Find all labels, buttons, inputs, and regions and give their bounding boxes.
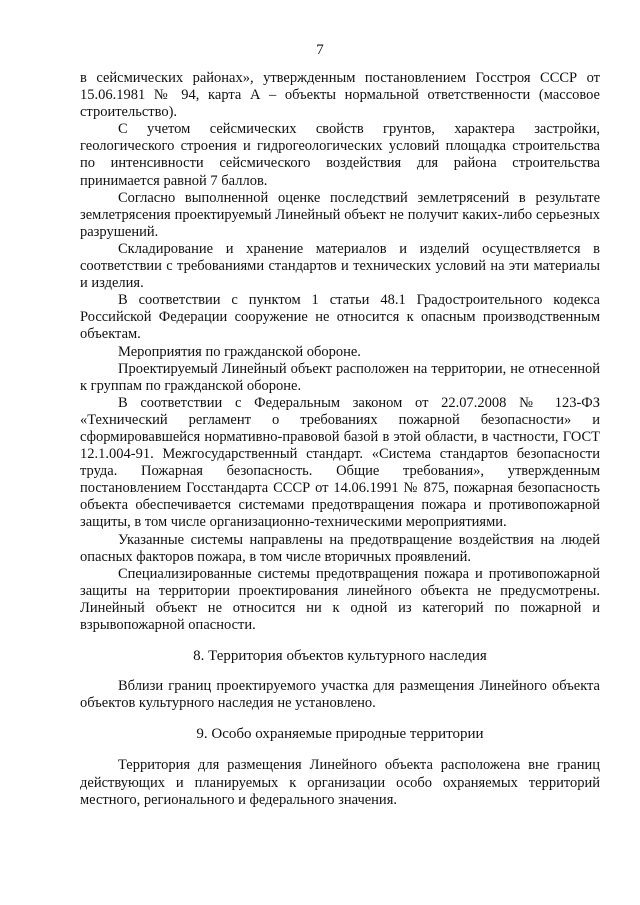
paragraph-seismic-continuation: в сейсмических районах», утвержденным постановлением Госстроя СССР от 15.06.1981 № 94, карта А – объекты нормальной ответственности (массовое строительство).	[80, 70, 600, 121]
paragraph-material-storage: Складирование и хранение материалов и изделий осуществляется в соответствии с требованиями стандартов и технических условий на эти материалы и изделия.	[80, 240, 600, 292]
section-9-text: Территория для размещения Линейного объекта расположена вне границ действующих и планируемых к организации особо охраняемых территорий местного, регионального и федерального значения.	[80, 757, 600, 808]
paragraph-fire-safety-law: В соответствии с Федеральным законом от 22.07.2008 № 123-ФЗ «Технический регламент о требованиях пожарной безопасности» и сформировавшейся нормативно-правовой базой в этой области, в частности, ГОСТ 12.1.004-91. Межгосударственный стандарт. «Система стандартов безопасности труда. Пожарная безопасность. Общие требования», утвержденным постановлением Госстандарта СССР от 14.06.1991 № 875, пожарная безопасность объекта обеспечивается системами предотвращения пожара и противопожарной защиты, в том числе организационно-техническими мероприятиями.	[80, 394, 600, 531]
page-number: 7	[316, 42, 324, 58]
section-8-heading: 8. Территория объектов культурного наследия	[193, 648, 487, 665]
paragraph-earthquake-assessment: Согласно выполненной оценке последствий землетрясений в результате землетрясения проектируемый Линейный объект не получит каких-либо серьезных разрушений.	[80, 189, 600, 240]
paragraph-hazardous-objects: В соответствии с пунктом 1 статьи 48.1 Градостроительного кодекса Российской Федерации сооружение не относится к опасным производственным объектам.	[80, 292, 600, 343]
paragraph-fire-category: Специализированные системы предотвращения пожара и противопожарной защиты на территории проектирования линейного объекта не предусмотрены. Линейный объект не относится ни к одной из категорий по пожарной и взрывопожарной опасности.	[80, 565, 600, 633]
section-8-text: Вблизи границ проектируемого участка для размещения Линейного объекта объектов культурного наследия не установлено.	[80, 678, 600, 712]
paragraph-fire-systems: Указанные системы направлены на предотвращение воздействия на людей опасных факторов пожара, в том числе вторичных проявлений.	[80, 531, 600, 565]
section-9-heading: 9. Особо охраняемые природные территории	[196, 726, 484, 743]
paragraph-civil-defense-title: Мероприятия по гражданской обороне.	[118, 343, 361, 360]
document-body	[80, 70, 600, 809]
paragraph-civil-defense: Проектируемый Линейный объект расположен на территории, не отнесенной к группам по гражданской обороне.	[80, 360, 600, 394]
paragraph-seismic-properties: С учетом сейсмических свойств грунтов, характера застройки, геологического строения и гидрогеологических условий площадка строительства по интенсивности сейсмического воздействия для района строительства принимается равной 7 баллов.	[80, 121, 600, 189]
